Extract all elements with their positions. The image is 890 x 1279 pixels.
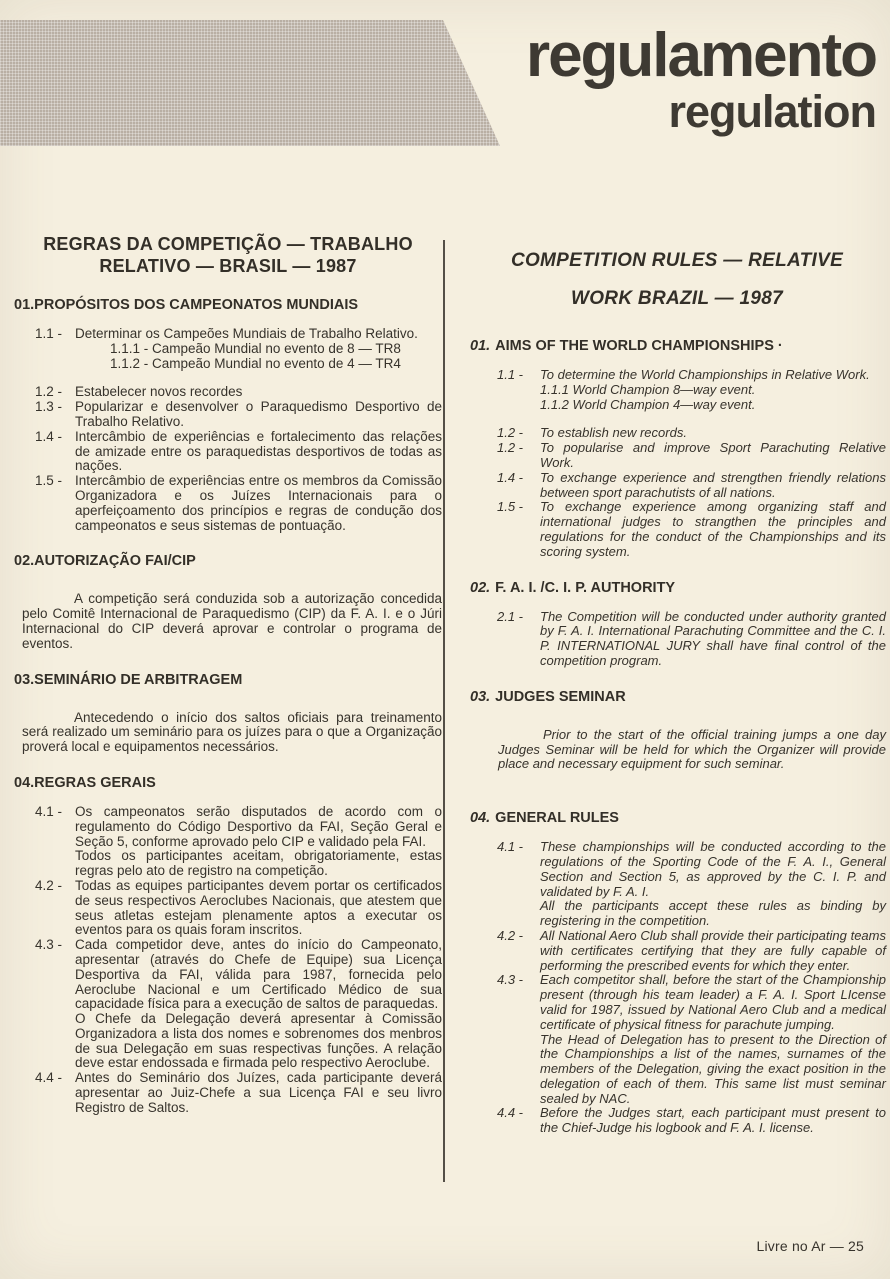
heading-line: WORK BRAZIL — 1987	[571, 288, 783, 309]
section-items	[14, 805, 442, 1116]
heading-line: REGRAS DA COMPETIÇÃO — TRABALHO	[43, 234, 413, 254]
item-text: To determine the World Championships in Relative Work.	[540, 367, 870, 382]
item-subitem: 1.1.1 - Campeão Mundial no evento de 8 — TR8	[110, 340, 401, 356]
list-item	[468, 973, 886, 1106]
section-items	[468, 368, 886, 560]
section-number: 03.	[470, 688, 491, 705]
list-item	[14, 430, 442, 474]
list-item	[468, 471, 886, 501]
item-extra-text: Todos os participantes aceitam, obrigatoriamente, estas regras pelo ato de registro na competição.	[75, 848, 442, 879]
section-title: F. A. I. /C. I. P. AUTHORITY	[495, 579, 676, 596]
section-number: 04.	[14, 774, 35, 791]
list-item	[468, 500, 886, 559]
item-subitem: 1.1.2 World Champion 4—way event.	[540, 396, 756, 412]
item-number: 1.2 -	[35, 384, 63, 400]
item-text: Os campeonatos serão disputados de acordo com o regulamento do Código Desportivo da FAI, Seção Geral e Seção 5, conforme aprovado pelo CIP e validado pela FAI.	[75, 803, 442, 849]
item-number: 4.3 -	[35, 937, 63, 953]
section-title: REGRAS GERAIS	[34, 774, 156, 791]
section-title: AIMS OF THE WORLD CHAMPIONSHIPS ·	[495, 338, 783, 354]
section-paragraph: Prior to the start of the official training jumps a one day Judges Seminar will be held for which the Organizer will provide place and necessary equipment for such seminar.	[498, 726, 886, 772]
item-text: Intercâmbio de experiências e fortalecimento das relações de amizade entre os paraquedistas desportivos de todas as nações.	[75, 428, 442, 474]
item-number: 4.4 -	[497, 1105, 524, 1121]
list-item	[14, 327, 442, 371]
column-english	[468, 242, 886, 1136]
item-extra-text: All the participants accept these rules as binding by registering in the competition.	[540, 898, 886, 929]
list-item	[14, 474, 442, 533]
section-items	[14, 327, 442, 533]
item-number: 2.1 -	[497, 608, 524, 624]
item-number: 1.3 -	[35, 399, 63, 415]
column-heading-en	[468, 242, 886, 318]
list-item	[14, 938, 442, 1071]
item-subitem: 1.1.1 World Champion 8—way event.	[540, 381, 756, 397]
item-text: Todas as equipes participantes devem portar os certificados de seus respectivos Aeroclubes Nacionais, que atestem que seus atletas estejam plenamente aptos a executar os eventos para os quais foram inscritos.	[75, 877, 442, 938]
section-title: SEMINÁRIO DE ARBITRAGEM	[34, 671, 243, 688]
magazine-section-title-en: regulation	[668, 86, 876, 138]
item-number: 4.2 -	[497, 927, 524, 943]
item-number: 1.5 -	[497, 499, 524, 515]
section-heading	[14, 672, 442, 689]
item-number: 4.2 -	[35, 877, 63, 893]
section-heading	[470, 810, 886, 827]
section-number: 02.	[470, 579, 491, 596]
item-text: Determinar os Campeões Mundiais de Trabalho Relativo.	[75, 326, 418, 341]
header-band	[0, 20, 500, 146]
section-paragraph: A competição será conduzida sob a autorização concedida pelo Comitê Internacional de Paraquedismo (CIP) da F. A. I. e o Júri Internacional do CIP deverá aprovar e controlar o programa de eventos.	[22, 591, 442, 651]
item-text: Cada competidor deve, antes do início do Campeonato, apresentar (através do Chefe de Equipe) sua Licença Desportiva da FAI, válida para 1987, fornecida pelo Aeroclube Nacional e um Certificado Médico de sua capacidade física para a execução de saltos de paraquedas.	[75, 937, 442, 1012]
item-number: 4.1 -	[35, 803, 63, 819]
section-title: GENERAL RULES	[495, 810, 619, 827]
item-text: To popularise and improve Sport Parachuting Relative Work.	[540, 440, 886, 470]
item-number: 1.2 -	[497, 440, 524, 456]
item-extra-text: O Chefe da Delegação deverá apresentar à Comissão Organizadora a lista dos nomes e sobrenomes dos menbros de sua Delegação em suas respectivas funções. A relação deve estar endossada e firmada pelo respectivo Aeroclube.	[75, 1011, 442, 1071]
list-item	[468, 368, 886, 412]
item-text: Before the Judges start, each participant must present to the Chief-Judge his logbook and F. A. I. license.	[540, 1105, 886, 1136]
section-number: 03.	[14, 671, 35, 688]
list-item	[468, 426, 886, 441]
list-item	[14, 400, 442, 430]
item-number: 4.3 -	[497, 972, 524, 988]
item-text: All National Aero Club shall provide their participating teams with certificates certifying that they are fully capable of performing the prescribed events for which they enter.	[540, 927, 886, 973]
section-heading	[470, 689, 886, 706]
section-number: 01.	[470, 338, 491, 354]
item-number: 1.4 -	[497, 469, 524, 485]
page-footer: Livre no Ar — 25	[756, 1238, 864, 1254]
section-number: 02.	[14, 553, 35, 570]
item-number: 1.1 -	[35, 326, 63, 341]
section-title: AUTORIZAÇÃO FAI/CIP	[34, 553, 196, 570]
column-portuguese	[14, 233, 442, 1116]
column-divider	[443, 240, 445, 1182]
column-heading-pt	[14, 233, 442, 277]
heading-line: COMPETITION RULES — RELATIVE	[510, 250, 844, 271]
item-subitem: 1.1.2 - Campeão Mundial no evento de 4 — TR4	[110, 355, 401, 371]
item-text: Popularizar e desenvolver o Paraquedismo Desportivo de Trabalho Relativo.	[75, 399, 442, 429]
section-paragraph: Antecedendo o início dos saltos oficiais para treinamento será realizado um seminário para os juízes para o que a Organização proverá local e equipamentos necessários.	[22, 709, 442, 755]
item-text: Each competitor shall, before the start of the Championship present (through his team leader) a F. A. I. Sport LIcense valid for 1987, issued by National Aero Club and a medical certificate of physical fitness for parachute jumping.	[540, 972, 886, 1032]
item-extra-text: The Head of Delegation has to present to the Direction of the Championships a list of the names, surnames of the members of the Delegation, giving the exact position in the delegation of each of them. This same list must seminar sealed by NAC.	[540, 1031, 886, 1106]
list-item	[468, 441, 886, 471]
item-text: To establish new records.	[540, 425, 687, 441]
list-item	[468, 840, 886, 929]
item-text: The Competition will be conducted under authority granted by F. A. I. International Parachuting Committee and the C. I. P. INTERNATIONAL JURY shall have final control of the competition program.	[540, 608, 886, 668]
item-text: Antes do Seminário dos Juízes, cada participante deverá apresentar ao Juiz-Chefe a sua Licença FAI e seu livro Registro de Saltos.	[75, 1070, 442, 1115]
item-number: 1.4 -	[35, 428, 63, 444]
section-heading	[470, 580, 886, 597]
section-number: 01.	[14, 297, 35, 313]
section-heading	[14, 297, 442, 314]
list-item	[14, 805, 442, 879]
list-item	[468, 610, 886, 669]
item-text: To exchange experience among organizing staff and international judges to strangthen the principles and regulations for the conduct of the Championships and its scoring system.	[540, 499, 886, 559]
item-text: Intercâmbio de experiências entre os membros da Comissão Organizadora e os Juízes Internacionais para o aperfeiçoamento dos princípios e regras de condução dos campeonatos e seus sistemas de pontuação.	[75, 473, 442, 533]
section-items	[468, 610, 886, 669]
section-title: JUDGES SEMINAR	[495, 688, 626, 705]
section-heading	[470, 338, 886, 355]
item-text: These championships will be conducted according to the regulations of the Sporting Code of the F. A. I., General Section and Section 5, as approved by the C. I. P. and validated by F. A. I.	[540, 839, 886, 899]
item-text: To exchange experience and strengthen friendly relations between sport parachutists of all nations.	[540, 469, 886, 500]
item-number: 4.1 -	[497, 839, 524, 855]
masthead	[525, 21, 876, 138]
list-item	[468, 929, 886, 973]
magazine-section-title-pt: regulamento	[525, 21, 876, 90]
list-item	[14, 879, 442, 938]
item-number: 4.4 -	[35, 1070, 63, 1086]
section-items	[468, 840, 886, 1136]
list-item	[468, 1106, 886, 1136]
list-item	[14, 385, 442, 400]
list-item	[14, 1071, 442, 1115]
item-number: 1.1 -	[497, 367, 524, 382]
section-heading	[14, 775, 442, 792]
item-text: Estabelecer novos recordes	[75, 384, 243, 400]
section-heading	[14, 553, 442, 570]
item-number: 1.2 -	[497, 425, 524, 441]
section-title: PROPÓSITOS DOS CAMPEONATOS MUNDIAIS	[34, 297, 359, 313]
heading-line: RELATIVO — BRASIL — 1987	[99, 256, 357, 276]
item-number: 1.5 -	[35, 473, 63, 489]
section-number: 04.	[470, 810, 491, 827]
